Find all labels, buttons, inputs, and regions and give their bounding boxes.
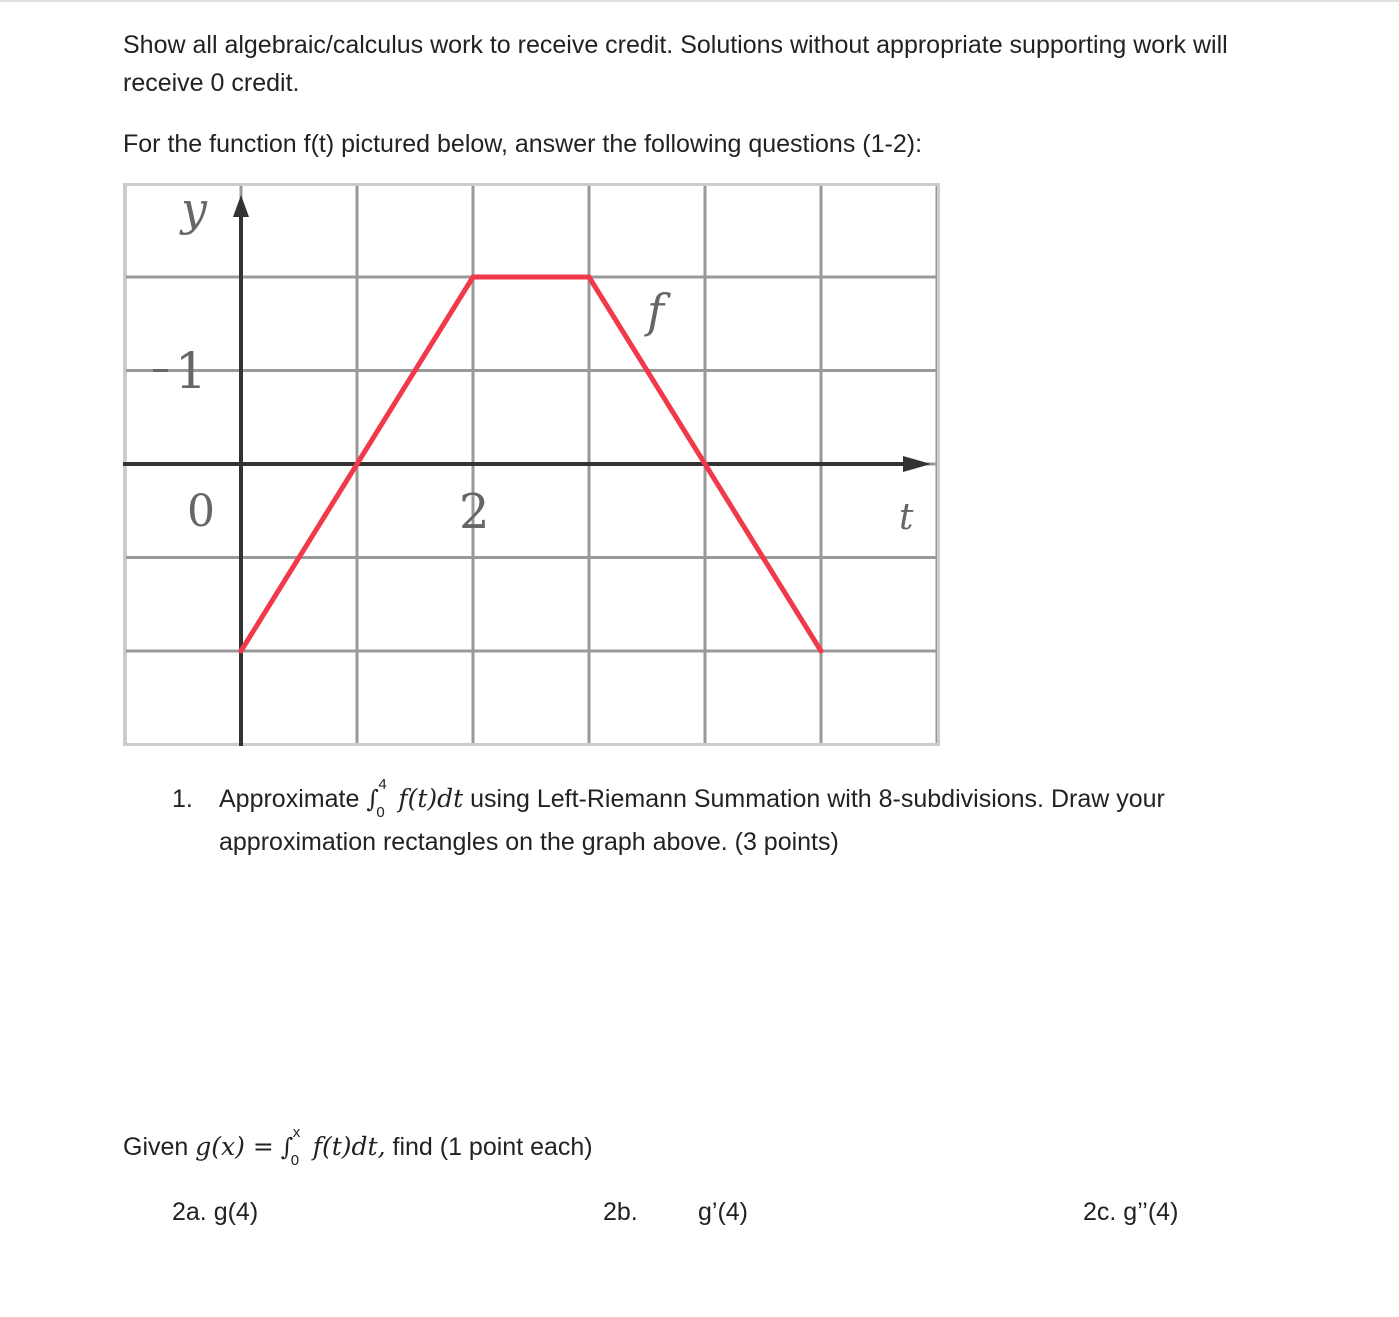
given-integral-lower-limit: 0 [290,1152,300,1169]
tick-label-1: 1 [175,342,207,400]
curve-point [587,275,592,280]
y-axis-label: y [181,183,207,236]
part-2b-expression: g’(4) [698,1198,749,1226]
question-1-line-2: approximation rectangles on the graph above. (3 points) [219,828,839,856]
part-2b-label: 2b. [603,1198,638,1226]
instructions-line-2: receive 0 credit. [123,69,300,97]
function-graph [123,183,940,746]
given-integral-upper-limit: x [292,1124,301,1141]
curve-point [471,275,476,280]
integral-lower-limit: 0 [376,804,385,821]
question-1-integrand: f(t)dt [398,784,464,813]
integral-upper-limit: 4 [378,776,387,793]
tick-label-2: 2 [459,484,490,540]
page-top-border [0,0,1399,2]
given-integral-sign: ∫ x 0 [281,1128,313,1166]
question-1-number: 1. [172,785,193,813]
given-suffix: find (1 point each) [392,1133,593,1161]
curve-point [819,649,824,654]
question-1-text-after: using Left-Riemann Summation with 8-subdivisions. Draw your [470,785,1165,813]
instructions-line-1: Show all algebraic/calculus work to receive credit. Solutions without appropriate supporting work will [123,31,1228,59]
given-integrand: f(t)dt, [312,1132,386,1161]
question-1-line-1 [219,776,1165,821]
integral-sign: ∫ 4 0 [366,780,398,818]
curve-point [239,649,244,654]
given-line [123,1124,593,1169]
tick-label-0: 0 [187,486,215,537]
part-2c: 2c. g’’(4) [1083,1198,1179,1226]
question-1-text-before: Approximate [219,785,360,813]
part-2a: 2a. g(4) [172,1198,259,1226]
given-prefix: Given [123,1133,189,1161]
x-axis-label: t [899,497,914,538]
graph-prompt: For the function f(t) pictured below, answer the following questions (1-2): [123,130,923,158]
given-lhs: g(x) = [195,1132,274,1161]
function-label: f [647,284,665,338]
